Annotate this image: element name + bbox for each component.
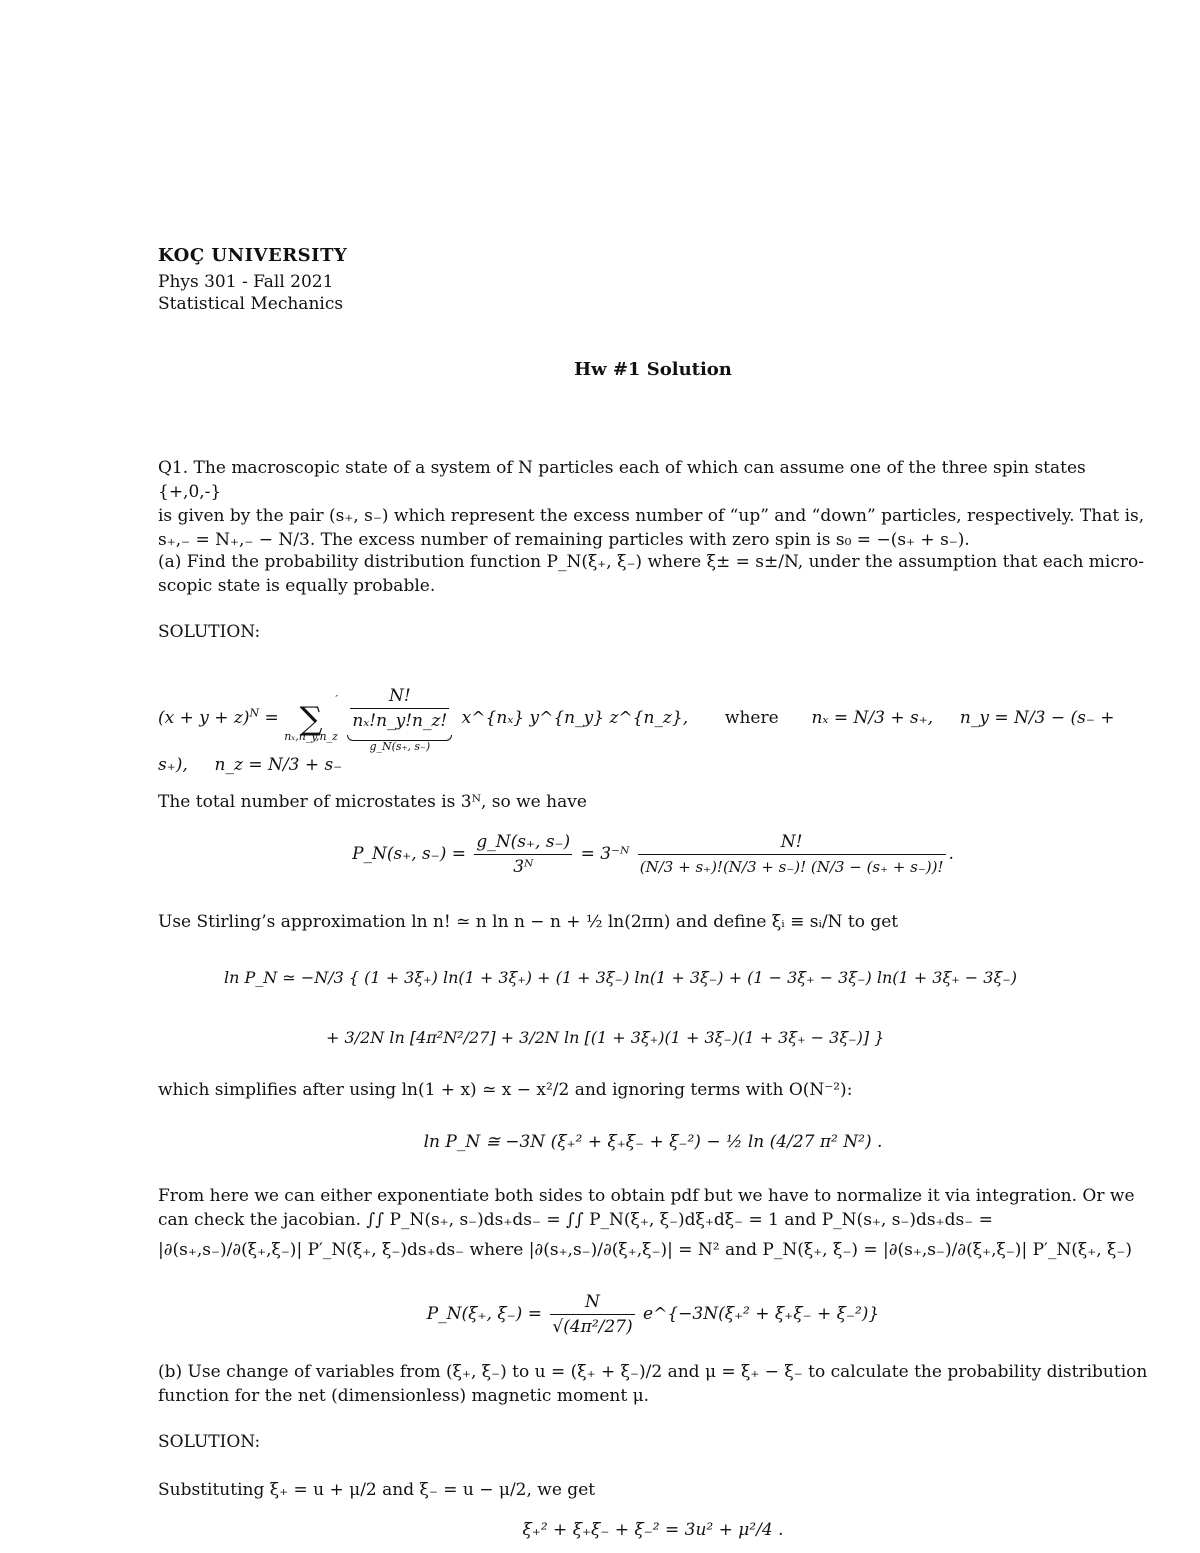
document-title: Hw #1 Solution <box>574 359 732 380</box>
eq-lhs-sup: N <box>249 706 260 720</box>
solution-label: SOLUTION: <box>158 1432 261 1452</box>
fraction-denominator: (N/3 + s₊)!(N/3 + s₋)! (N/3 − (s₊ + s₋))! <box>639 858 944 876</box>
part-a-line: (a) Find the probability distribution function P_N(ξ₊, ξ₋) where ξ± = s±/N, under the assumption that each micro- <box>158 552 1144 572</box>
fraction-numerator: N! <box>638 830 946 855</box>
eq-pn-s-end: . <box>948 844 954 864</box>
equation-final: ξ₊² + ξ₊ξ₋ + ξ₋² = 3u² + μ²/4 . <box>522 1520 784 1540</box>
stirling-text: Use Stirling’s approximation ln n! ≃ n ln n − n + ½ ln(2πn) and define ξᵢ ≡ sᵢ/N to get <box>158 912 899 932</box>
eq-pn-xi-lhs: P_N(ξ₊, ξ₋) = <box>426 1304 542 1324</box>
header-course: Phys 301 - Fall 2021 <box>158 272 334 292</box>
equation-ln-pn-line2: + 3/2N ln [4π²N²/27] + 3/2N ln [(1 + 3ξ₊)(1 + 3ξ₋)(1 + 3ξ₊ − 3ξ₋)] } <box>326 1028 885 1047</box>
simplifies-text: which simplifies after using ln(1 + x) ≃ x − x²/2 and ignoring terms with O(N⁻²): <box>158 1080 853 1100</box>
eq-pn-s-fraction2 <box>638 830 946 879</box>
eq-equals: = <box>259 708 285 728</box>
eq-nx: nₓ = N/3 + s₊, <box>811 708 934 728</box>
total-microstates-text: The total number of microstates is 3ᴺ, so we have <box>158 792 587 812</box>
part-b-line: (b) Use change of variables from (ξ₊, ξ₋) to u = (ξ₊ + ξ₋)/2 and μ = ξ₊ − ξ₋ to calculate the probability distribution <box>158 1362 1148 1382</box>
sum-icon: ∑ <box>299 699 323 738</box>
eq-pn-s-lhs: P_N(s₊, s₋) = <box>352 844 467 864</box>
solution-label: SOLUTION: <box>158 622 261 642</box>
equation-pn-xi <box>158 1290 1148 1339</box>
eq-where: where <box>724 708 779 728</box>
equation-pn-s <box>158 830 1148 879</box>
equation-simplified: ln P_N ≅ −3N (ξ₊² + ξ₊ξ₋ + ξ₋²) − ½ ln (4/27 π² N²) . <box>423 1132 883 1152</box>
underbrace-label: g_N(s₊, s₋) <box>369 740 431 753</box>
equation-multinomial <box>158 684 1148 777</box>
eq-ny: n_y = N/3 − (s₋ + s₊), <box>158 708 1115 775</box>
equation-ln-pn-line1: ln P_N ≃ −N/3 { (1 + 3ξ₊) ln(1 + 3ξ₊) + (1 + 3ξ₋) ln(1 + 3ξ₋) + (1 − 3ξ₊ − 3ξ₋) ln(1 + 3ξ₊ − 3ξ₋) <box>224 968 1017 987</box>
fraction-denominator: nₓ!n_y!n_z! <box>352 711 448 731</box>
jacobian-line: can check the jacobian. ∫∫ P_N(s₊, s₋)ds₊ds₋ = ∫∫ P_N(ξ₊, ξ₋)dξ₊dξ₋ = 1 and P_N(s₊, s₋)ds₊ds₋ = <box>158 1210 993 1230</box>
fraction-denominator: √(4π²/27) <box>552 1317 633 1337</box>
coefficient-fraction <box>350 684 449 733</box>
part-a-statement <box>158 550 1148 598</box>
header-university: KOÇ UNIVERSITY <box>158 245 348 266</box>
jacobian-paragraph <box>158 1184 1148 1262</box>
sum-symbol-block <box>284 694 338 743</box>
eq-pn-s-mid: = 3⁻ᴺ <box>580 844 630 864</box>
q1-statement <box>158 456 1148 552</box>
sum-sup: ′ <box>335 693 338 707</box>
eq-pn-xi-exponential: e^{−3N(ξ₊² + ξ₊ξ₋ + ξ₋²)} <box>643 1304 880 1324</box>
header-subject: Statistical Mechanics <box>158 294 344 314</box>
eq-pn-s-fraction1 <box>474 830 572 879</box>
eq-pn-xi-fraction <box>550 1290 634 1339</box>
fraction-numerator: N <box>550 1290 634 1315</box>
q1-line: Q1. The macroscopic state of a system of N particles each of which can assume one of the three spin states {+,0,-} <box>158 458 1086 502</box>
jacobian-line: |∂(s₊,s₋)/∂(ξ₊,ξ₋)| P′_N(ξ₊, ξ₋)ds₊ds₋ where |∂(s₊,s₋)/∂(ξ₊,ξ₋)| = N² and P_N(ξ₊, ξ₋) = |∂(s₊,s₋)/∂(ξ₊,ξ₋)| P′_N(ξ₊, ξ₋) <box>158 1240 1132 1260</box>
part-b-line: function for the net (dimensionless) magnetic moment μ. <box>158 1386 650 1406</box>
multinomial-coefficient <box>347 684 452 753</box>
q1-line: is given by the pair (s₊, s₋) which represent the excess number of “up” and “down” particles, respectively. That is, <box>158 506 1145 526</box>
fraction-denominator: 3ᴺ <box>513 857 534 877</box>
part-a-line: scopic state is equally probable. <box>158 576 436 596</box>
fraction-numerator: N! <box>350 684 449 709</box>
part-b-statement <box>158 1360 1148 1408</box>
eq-lhs: (x + y + z) <box>158 708 250 728</box>
eq-nz: n_z = N/3 + s₋ <box>214 755 343 775</box>
jacobian-line: From here we can either exponentiate both sides to obtain pdf but we have to normalize it via integration. Or we <box>158 1186 1135 1206</box>
eq-term: x^{nₓ} y^{n_y} z^{n_z}, <box>461 708 689 728</box>
sum-sub: nₓ,n_y,n_z <box>284 729 338 743</box>
substituting-text: Substituting ξ₊ = u + μ/2 and ξ₋ = u − μ/2, we get <box>158 1480 596 1500</box>
fraction-numerator: g_N(s₊, s₋) <box>474 830 572 855</box>
q1-line: s₊,₋ = N₊,₋ − N/3. The excess number of remaining particles with zero spin is s₀ = −(s₊ + s₋). <box>158 530 970 550</box>
